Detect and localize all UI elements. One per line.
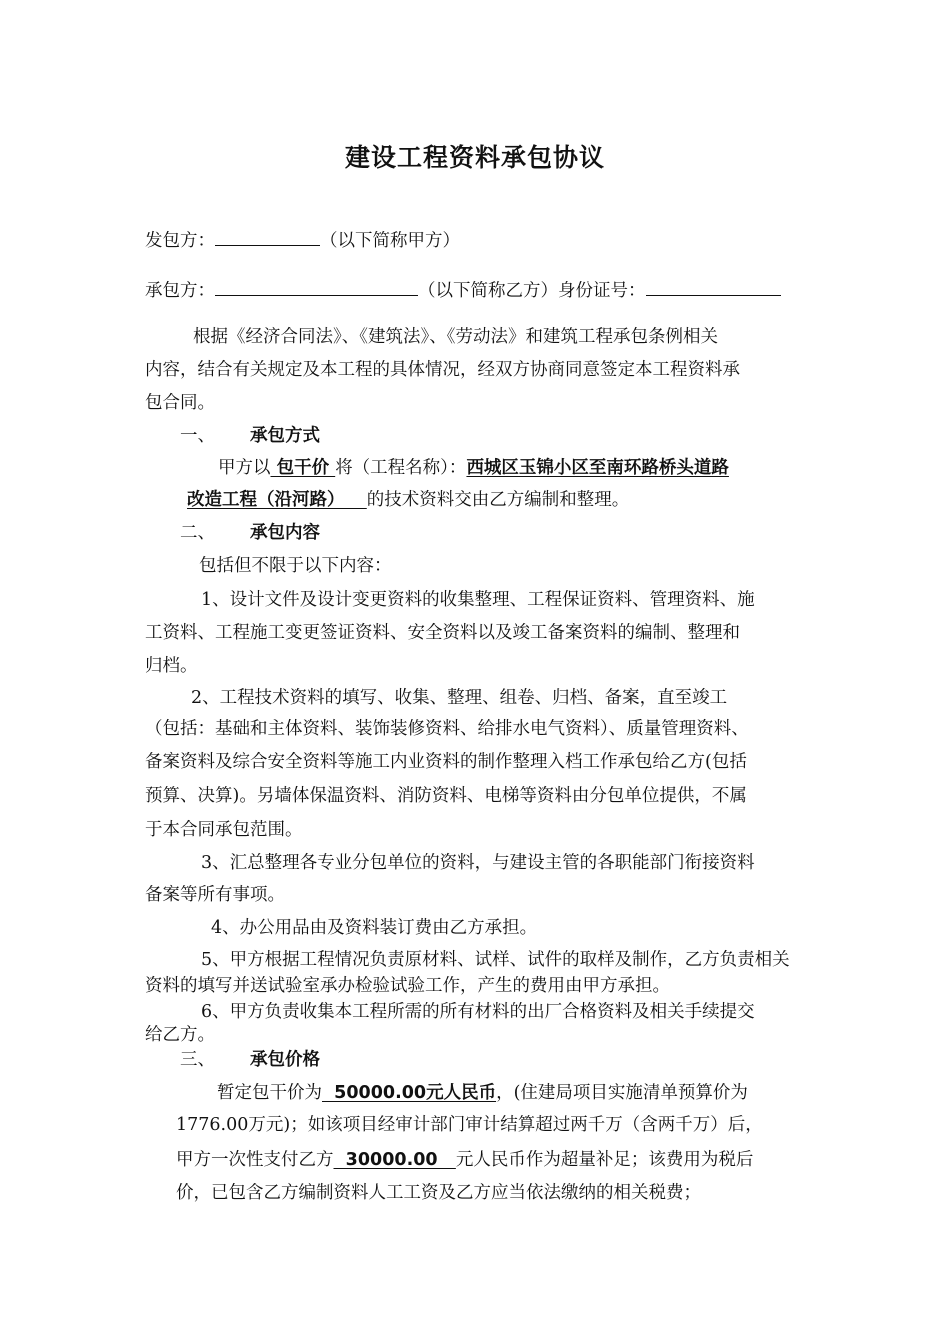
section-2-title: 承包内容 (250, 523, 320, 543)
s3-text-d: 元人民币作为超量补足；该费用为税后 (455, 1150, 754, 1170)
document-title: 建设工程资料承包协议 (344, 143, 605, 172)
section-1-title: 承包方式 (250, 426, 320, 446)
item-2-line-4: 预算、决算)。另墙体保温资料、消防资料、电梯等资料由分包单位提供，不属 (145, 786, 747, 806)
party-b-label: 承包方： (145, 281, 215, 301)
item-2-line-5: 于本合同承包范围。 (145, 820, 303, 840)
intro-line-2: 内容，结合有关规定及本工程的具体情况，经双方协商同意签定本工程资料承 (145, 360, 740, 380)
party-a-note: （以下简称甲方） (320, 231, 460, 251)
item-2-line-2: （包括：基础和主体资料、装饰装修资料、给排水电气资料）、质量管理资料、 (145, 719, 749, 739)
item-3-line-1: 3、汇总整理各专业分包单位的资料，与建设主管的各职能部门衔接资料 (201, 853, 755, 873)
section-3-line-4: 价，已包含乙方编制资料人工工资及乙方应当依法缴纳的相关税费； (176, 1183, 701, 1203)
item-1-line-1: 1、设计文件及设计变更资料的收集整理、工程保证资料、管理资料、施 (201, 590, 755, 610)
s1-text-c: 的技术资料交由乙方编制和整理。 (366, 490, 630, 510)
item-2-line-1: 2、工程技术资料的填写、收集、整理、组卷、归档、备案，直至竣工 (191, 688, 728, 708)
section-1-line-2 (187, 488, 629, 512)
s3-text-c: 甲方一次性支付乙方 (176, 1150, 334, 1170)
section-1-number: 一、 (180, 426, 215, 446)
party-a-label: 发包方： (145, 231, 215, 251)
section-1-heading (180, 424, 320, 448)
section-3-number: 三、 (180, 1050, 215, 1070)
intro-line-3: 包合同。 (145, 393, 215, 413)
id-number-blank (646, 277, 781, 296)
party-b-note: （以下简称乙方）身份证号： (418, 281, 646, 301)
item-1-line-3: 归档。 (145, 656, 198, 676)
s3-text-b: ，(住建局项目实施清单预算价为 (496, 1083, 748, 1103)
project-name-part-2: 改造工程（沿河路） (187, 490, 345, 510)
project-name-part-1: 西城区玉锦小区至南环路桥头道路 (466, 458, 729, 478)
section-1-line-1 (218, 456, 729, 480)
item-2-line-3: 备案资料及综合安全资料等施工内业资料的制作整理入档工作承包给乙方(包括 (145, 752, 747, 772)
lump-sum-amount: 50000.00元人民币 (322, 1083, 497, 1103)
item-5-line-1: 5、甲方根据工程情况负责原材料、试样、试件的取样及制作，乙方负责相关 (201, 950, 790, 970)
party-a-blank (215, 227, 320, 246)
item-3-line-2: 备案等所有事项。 (145, 885, 285, 905)
section-3-title: 承包价格 (250, 1050, 320, 1070)
item-6-line-2: 给乙方。 (145, 1025, 215, 1045)
party-a-line (145, 227, 460, 253)
section-2-heading (180, 521, 320, 545)
party-b-line (145, 277, 781, 303)
party-b-blank (215, 277, 418, 296)
s3-text-a: 暂定包干价为 (217, 1083, 322, 1103)
section-3-line-2: 1776.00万元)；如该项目经审计部门审计结算超过两千万（含两千万）后， (176, 1115, 763, 1135)
lump-sum-price-term: 包干价 (270, 458, 336, 478)
section-3-line-3 (176, 1148, 753, 1172)
item-5-line-2: 资料的填写并送试验室承办检验试验工作，产生的费用由甲方承担。 (145, 976, 670, 996)
item-4-line-1: 4、办公用品由及资料装订费由乙方承担。 (211, 918, 538, 938)
section-2-lead: 包括但不限于以下内容： (199, 556, 392, 576)
section-3-heading (180, 1048, 320, 1072)
supplement-amount: 30000.00 (333, 1150, 456, 1170)
s1-text-b: 将（工程名称）： (335, 458, 467, 478)
section-2-number: 二、 (180, 523, 215, 543)
intro-line-1: 根据《经济合同法》、《建筑法》、《劳动法》和建筑工程承包条例相关 (193, 327, 718, 347)
section-3-line-1 (217, 1081, 748, 1105)
item-6-line-1: 6、甲方负责收集本工程所需的所有材料的出厂合格资料及相关手续提交 (201, 1002, 755, 1022)
s1-text-a: 甲方以 (218, 458, 271, 478)
project-name-pad (345, 490, 367, 510)
item-1-line-2: 工资料、工程施工变更签证资料、安全资料以及竣工备案资料的编制、整理和 (145, 623, 740, 643)
